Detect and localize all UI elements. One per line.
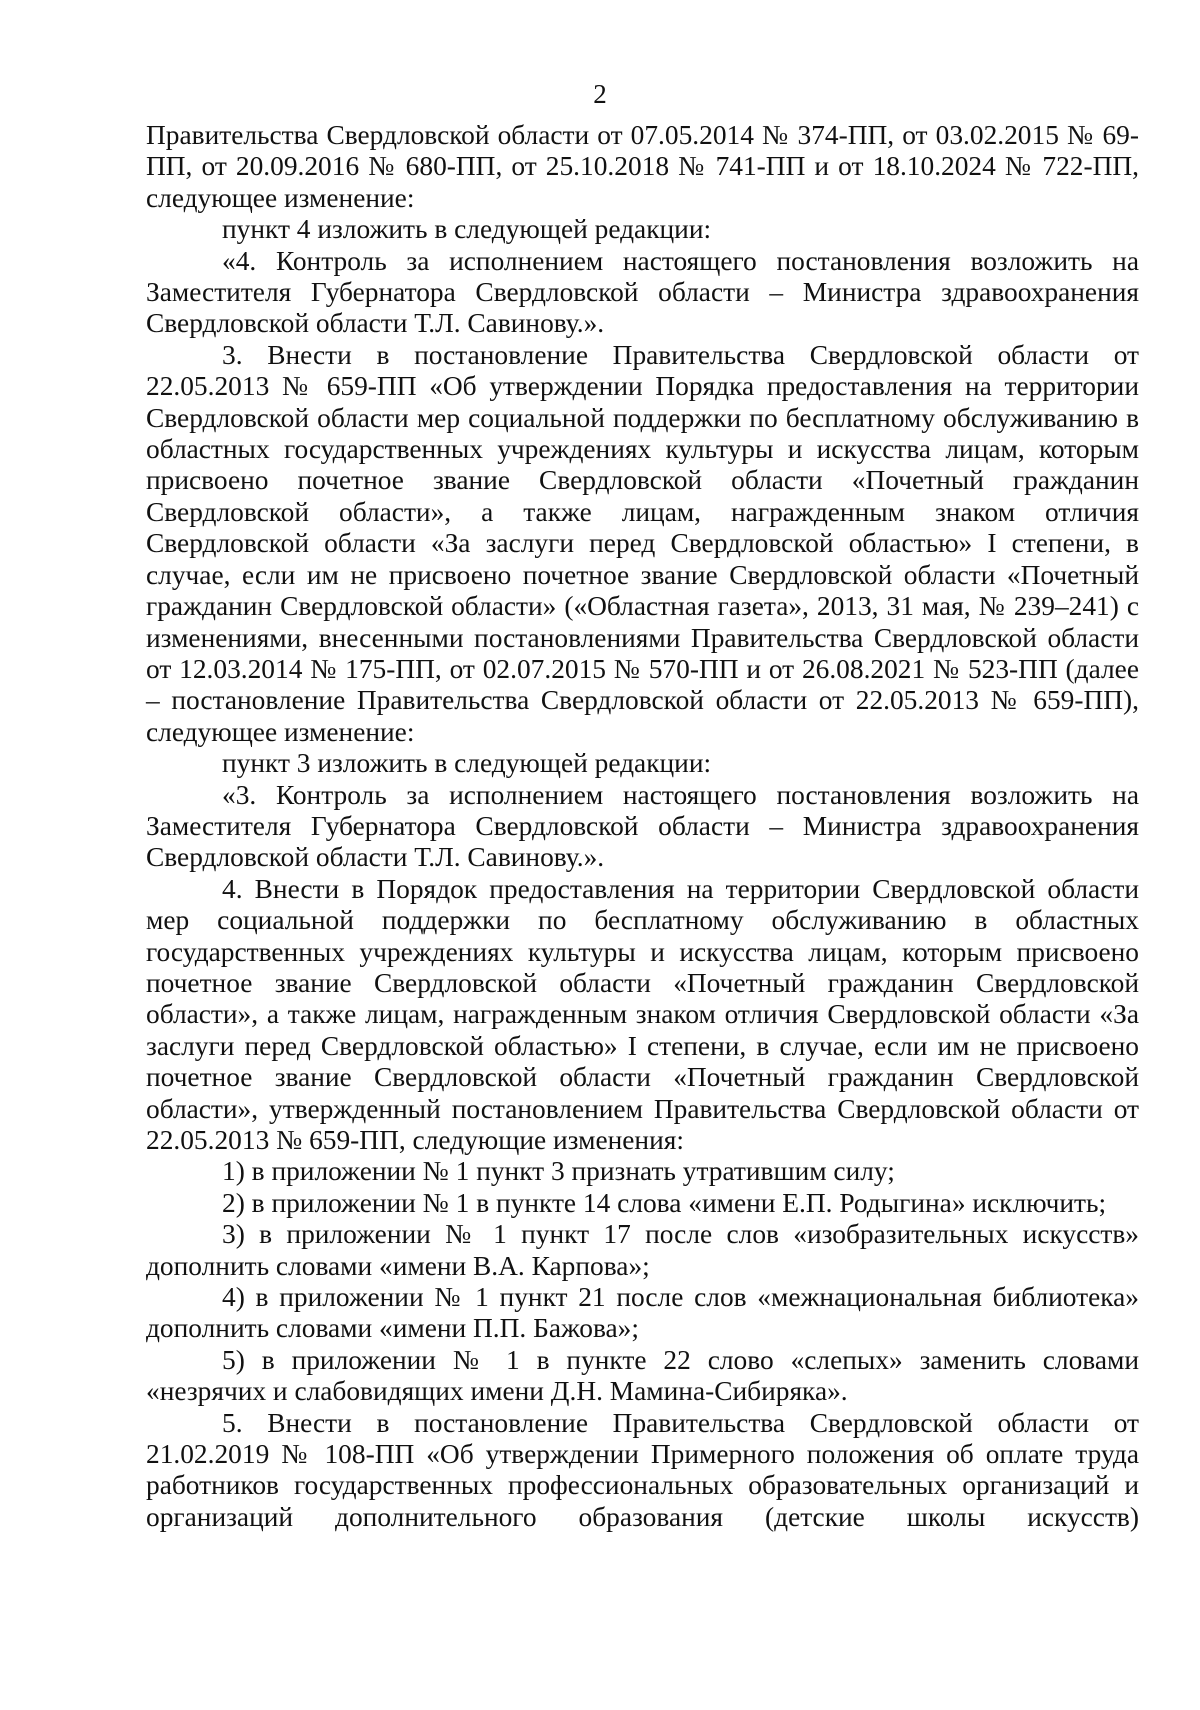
- paragraph-item-3-new-text: «3. Контроль за исполнением настоящего постановления возложить на Заместителя Губернатора Свердловской области – Министра здравоохранения Свердловской области Т.Л. Савинову.».: [146, 779, 1139, 873]
- list-item-change-3: 3) в приложении № 1 пункт 17 после слов «изобразительных искусств» дополнить словами «имени В.А. Карпова»;: [146, 1219, 1139, 1281]
- list-item-change-1: 1) в приложении № 1 пункт 3 признать утратившим силу;: [222, 1156, 895, 1187]
- paragraph-item-3-instruction: пункт 3 изложить в следующей редакции:: [222, 748, 712, 779]
- paragraph-item-4-instruction: пункт 4 изложить в следующей редакции:: [222, 214, 712, 245]
- paragraph-section-4: 4. Внести в Порядок предоставления на территории Свердловской области мер социальной поддержки по бесплатному обслуживанию в областных государственных учреждениях культуры и искусства лицам, которым присвоено почетное звание Свердловской области «Почетный гражданин Свердловской области», а также лицам, награжденным знаком отличия Свердловской области «За заслуги перед Свердловской областью» I степени, в случае, если им не присвоено почетное звание Свердловской области «Почетный гражданин Свердловской области», утвержденный постановлением Правительства Свердловской области от 22.05.2013 № 659-ПП, следующие изменения:: [146, 873, 1139, 1155]
- paragraph-amendment-intro: Правительства Свердловской области от 07.05.2014 № 374-ПП, от 03.02.2015 № 69-ПП, от 20.09.2016 № 680-ПП, от 25.10.2018 № 741-ПП и от 18.10.2024 № 722-ПП, следующее изменение:: [146, 120, 1139, 213]
- paragraph-item-4-new-text: «4. Контроль за исполнением настоящего постановления возложить на Заместителя Губернатора Свердловской области – Министра здравоохранения Свердловской области Т.Л. Савинову.».: [146, 245, 1139, 339]
- list-item-change-2: 2) в приложении № 1 в пункте 14 слова «имени Е.П. Родыгина» исключить;: [222, 1187, 1107, 1218]
- paragraph-section-3: 3. Внести в постановление Правительства Свердловской области от 22.05.2013 № 659-ПП «Об утверждении Порядка предоставления на территории Свердловской области мер социальной поддержки по бесплатному обслуживанию в областных государственных учреждениях культуры и искусства лицам, которым присвоено почетное звание Свердловской области «Почетный гражданин Свердловской области», а также лицам, награжденным знаком отличия Свердловской области «За заслуги перед Свердловской областью» I степени, в случае, если им не присвоено почетное звание Свердловской области «Почетный гражданин Свердловской области» («Областная газета», 2013, 31 мая, № 239–241) с изменениями, внесенными постановлениями Правительства Свердловской области от 12.03.2014 № 175-ПП, от 02.07.2015 № 570-ПП и от 26.08.2021 № 523-ПП (далее – постановление Правительства Свердловской области от 22.05.2013 № 659-ПП), следующее изменение:: [146, 339, 1139, 747]
- page-number: 2: [593, 79, 607, 109]
- list-item-change-4: 4) в приложении № 1 пункт 21 после слов «межнациональная библиотека» дополнить словами «имени П.П. Бажова»;: [146, 1282, 1139, 1344]
- paragraph-section-5: 5. Внести в постановление Правительства Свердловской области от 21.02.2019 № 108-ПП «Об утверждении Примерного положения об оплате труда работников государственных профессиональных образовательных организаций и организаций дополнительного образования (детские школы искусств): [146, 1407, 1139, 1532]
- document-body: [146, 120, 1139, 1533]
- list-item-change-5: 5) в приложении № 1 в пункте 22 слово «слепых» заменить словами «незрячих и слабовидящих имени Д.Н. Мамина-Сибиряка».: [146, 1344, 1139, 1407]
